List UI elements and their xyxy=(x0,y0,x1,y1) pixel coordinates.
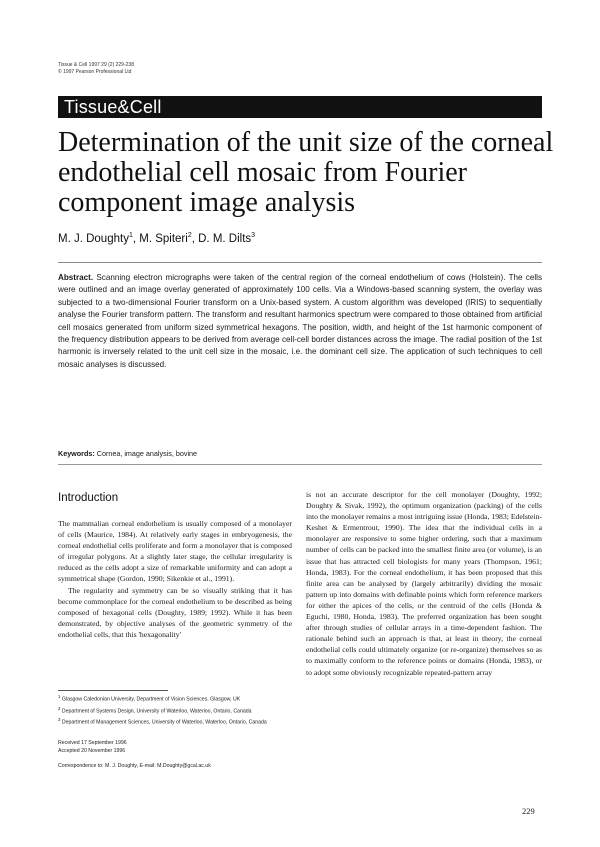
journal-name: Tissue&Cell xyxy=(64,97,162,117)
article-dates xyxy=(58,740,127,755)
journal-citation-block xyxy=(58,62,134,76)
footnote xyxy=(58,705,292,716)
author-list xyxy=(58,232,255,245)
affiliation-footnotes xyxy=(58,693,292,728)
paragraph: The mammalian corneal endothelium is usually composed of a monolayer of cells (Maurice, 1984). At relatively early stages in embryogenesis, the corneal endothelial cells proliferate and form a monolayer that is composed of irregular polygons. At a slightly later stage, the cellular irregularity is reduced as the cells adopt a size of remarkable uniformity and can adopt a symmetrical shape (Gordon, 1990; Sikenkie et al., 1991). xyxy=(58,519,292,584)
page-number: 229 xyxy=(522,806,535,816)
author-name: D. M. Dilts xyxy=(198,232,252,245)
abstract-label: Abstract. xyxy=(58,273,94,282)
author-name: M. J. Doughty xyxy=(58,232,129,245)
author-separator: , xyxy=(132,232,140,245)
body-column-right xyxy=(306,489,542,678)
accepted-date: Accepted 20 November 1996 xyxy=(58,747,126,754)
footnote-mark: 2 xyxy=(58,705,61,711)
author-name: M. Spiteri xyxy=(139,232,188,245)
footnote-divider xyxy=(58,690,168,691)
keywords xyxy=(58,449,197,458)
divider xyxy=(58,262,542,263)
divider xyxy=(58,464,542,465)
footnote-mark: 1 xyxy=(58,694,61,699)
author-affiliation-mark: 1 xyxy=(128,232,133,239)
author-affiliation-mark: 3 xyxy=(251,232,256,239)
keywords-text: Cornea, image analysis, bovine xyxy=(96,449,198,458)
footnote-text: Department of Systems Design, University of Waterloo, Waterloo, Ontario, Canada xyxy=(61,708,252,715)
correspondence: Correspondence to: M. J. Doughty, E-mail: M.Doughty@gcal.ac.uk xyxy=(58,763,211,769)
section-heading: Introduction xyxy=(58,492,119,504)
journal-citation: Tissue & Cell 1997 29 (2) 229-238 xyxy=(58,62,134,68)
footnote-text: Glasgow Caledonian University, Department of Vision Sciences, Glasgow, UK xyxy=(61,696,241,703)
paragraph: is not an accurate descriptor for the cell monolayer (Doughty, 1992; Doughty & Sivak, 1992), the optimum organization (packing) of the cells into the monolayer remains a most intriguing issue (Honda, 1983; Edelstein-Keshet & Ermentrout, 1990). The idea that the individual cells in a monolayer are responsive to some higher ordering, such that a maximum number of cells can be packed into the smallest finite area (or volume), is an issue that has attracted cell biologists for many years (Thompson, 1961; Honda, 1983). For the corneal endothelium, it has been proposed that this finite area can be analysed by (largely arbitrarily) dividing the mosaic pattern up into domains with definable points which form reference markers for either the apices of the cells, or the centroid of the cells (Honda & Eguchi, 1980, Honda, 1983). The preferred organization has been sought after through studies of cellular arrays in a time-dependent fashion. The rationale behind such an approach is that, at least in theory, the corneal endothelial cells could ultimately organize (or re-organize) themselves so as to maximally conform to the reference points or domains (Honda, 1983), or to adopt some obviously recognizable repeated-pattern array xyxy=(306,490,542,677)
journal-copyright: © 1997 Pearson Professional Ltd xyxy=(58,69,132,75)
footnote-mark: 3 xyxy=(58,717,61,723)
abstract xyxy=(58,272,542,371)
footnote xyxy=(58,693,292,704)
footnote-text: Department of Management Sciences, University of Waterloo, Waterloo, Ontario, Canada xyxy=(61,719,267,726)
abstract-text: Scanning electron micrographs were taken of the central region of the corneal endothelium of cows (Holstein). The cells were outlined and an image overlay generated of approximately 100 cells. Via a Windows-based scanning system, the overlay was subjected to a two-dimensional Fourier transform on a Unix-based system. A custom algorithm was developed (IRIS) to sequentially analyse the Fourier transform pattern. The transform and resultant harmonics spectrum were compared to those obtained from artificial cell mosaics generated from uniform sized symmetrical hexagons. The position, width, and height of the 1st harmonic component of the frequency distribution appears to be derived from average cell-cell border distances across the image. The radial position of the 1st harmonic is inversely related to the unit cell size in the mosaic, i.e. the dominant cell size. The application of such techniques to cell mosaic analyses is discussed. xyxy=(58,273,542,369)
author-separator: , xyxy=(191,232,199,245)
author-affiliation-mark: 2 xyxy=(187,232,192,239)
body-column-left xyxy=(58,518,292,640)
keywords-label: Keywords: xyxy=(58,449,95,458)
received-date: Received 17 September 1996 xyxy=(58,740,127,746)
article-title: Determination of the unit size of the corneal endothelial cell mosaic from Fourier component image analysis xyxy=(58,127,554,218)
paragraph: The regularity and symmetry can be so visually striking that it has become commonplace for the corneal endothelium to be described as being composed of hexagonal cells (Doughty, 1989; 1992). While it has been demonstrated, by objective analyses of the geometric symmetry of the endothelial cells, that this 'hexagonality' xyxy=(58,585,292,639)
footnote xyxy=(58,716,292,727)
